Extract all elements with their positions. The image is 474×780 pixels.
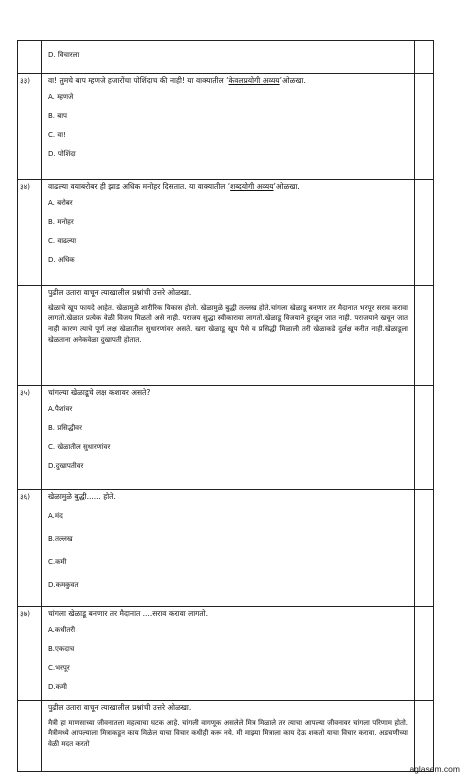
passage-cell [42,701,415,771]
marks-cell [415,180,433,285]
marks-cell [415,490,433,606]
option-a: A.पैशांवर [48,404,73,413]
option-b: B.एकदाच [48,644,75,653]
question-term: शब्दयोगी अव्यय [230,182,274,191]
question-number: ३७) [18,607,42,700]
option-d: D.कमकुवत [48,580,79,589]
table-row [18,701,433,771]
option-a: A.कधीतरी [48,625,76,634]
question-text: चांगल्या खेळाडूचे लक्ष कशावर असते? [48,388,151,397]
option-c: C. खेळातील सुधारणांवर [48,442,111,451]
marks-cell [415,701,433,771]
option-a: A. म्हणजे [48,92,74,101]
question-cell [42,490,415,606]
question-text: चांगला खेळाडू बनणार तर मैदानात ....सराव करावा लागतो. [48,609,208,618]
question-number [18,286,42,385]
marks-cell [415,74,433,179]
question-cell [42,180,415,285]
option-b: B.तल्लख [48,534,73,543]
question-number: ३५) [18,386,42,489]
option-b: B. मनोहर [48,217,74,226]
marks-cell [415,286,433,385]
question-text-part: वा! तुमचे बाप म्हणजे हजारोंचा पोशिंदाच की नाही! या वाक्यातील ‘ [48,76,229,85]
passage-text: खेळाचे खूप फायदे आहेत. खेळामुळे शारीरिक विकास होतो. खेळामुळे बुद्धी तल्लख होते.चांगला खेळाडू बनणार तर मैदानात भरपूर सराव करावा लागतो.खेळात प्रत्येक वेळी विजय मिळतो असे नाही. पराजय सुद्धा स्वीकारावा लागतो.खेळाडू विजयाने हुरळून जात नाही. पराजयाने खचून जात नाही कारण त्याचे पूर्ण लक्ष खेळातील सुधारणांवर असते. खरा खेळाडू खूप पैसे व प्रसिद्धी मिळाली तरी खेळाकडे दुर्लक्ष करीत नाही.खेळाडूला खेळताना अनेकवेळा दुखापती होतात. [48,303,408,345]
table-row [18,490,433,607]
table-row [18,386,433,490]
question-table [17,40,434,772]
option-d: D. पोशिंदा [48,149,76,158]
question-text-part: ’ओळखा. [279,76,306,85]
option-d: D. अधिक [48,255,75,264]
question-cell [42,386,415,489]
option-d: D. विचारला [48,51,80,59]
passage-heading: पुढील उतारा वाचून त्याखालील प्रश्नांची उत्तरे ओळखा. [48,288,192,297]
option-a: A.मंद [48,511,63,520]
question-number: ३३) [18,74,42,179]
passage-cell [42,286,415,385]
question-number: ३४) [18,180,42,285]
option-a: A. बरोबर [48,198,73,207]
option-d: D.दुखापतीवर [48,461,84,470]
question-text-part: वाढल्या वयाबरोबर ही झाड अधिक मनोहर दिसतात. या वाक्यातील ‘ [48,182,231,191]
question-number: ३६) [18,490,42,606]
question-cell [42,41,415,73]
question-number [18,701,42,771]
table-row [18,286,433,386]
question-text: खेळामुळे बुद्धी...... होते. [48,492,116,501]
option-c: C. वा! [48,130,66,139]
question-text-part: ’ओळखा. [273,182,300,191]
table-row [18,607,433,701]
question-cell [42,607,415,700]
question-text [48,182,408,193]
passage-text: मैत्री हा माणसाच्या जीवनातला महत्वाचा घटक आहे. चांगली वागणूक असलेले मित्र मिळाले तर त्याचा आपल्या जीवनावर चांगला परिणाम होतो. मैत्रीमध्ये आपल्याला मित्राकडून काय मिळेल याचा विचार कधीही करू नये. मी माझ्या मित्राला काय देऊ शकतो याचा विचार करावा. अडचणीच्या वेळी मदत करतो [48,718,408,749]
option-c: C.कमी [48,557,67,566]
option-c: C.भरपूर [48,663,70,672]
table-row [18,74,433,180]
question-term: केवलप्रयोगी अव्यय [228,76,280,85]
option-b: B. प्रसिद्धीवर [48,423,82,432]
table-row [18,41,433,74]
question-text [48,76,408,87]
question-cell [42,74,415,179]
passage-heading: पुढील उतारा वाचून त्याखालील प्रश्नांची उत्तरे ओळखा. [48,703,192,712]
option-d: D.कमी [48,682,67,691]
question-number [18,41,42,73]
marks-cell [415,607,433,700]
marks-cell [415,386,433,489]
option-b: B. बाप [48,111,68,120]
table-row [18,180,433,286]
option-c: C. वाढल्या [48,236,77,245]
footer-link[interactable]: aglasem.com [409,764,460,774]
marks-cell [415,41,433,73]
